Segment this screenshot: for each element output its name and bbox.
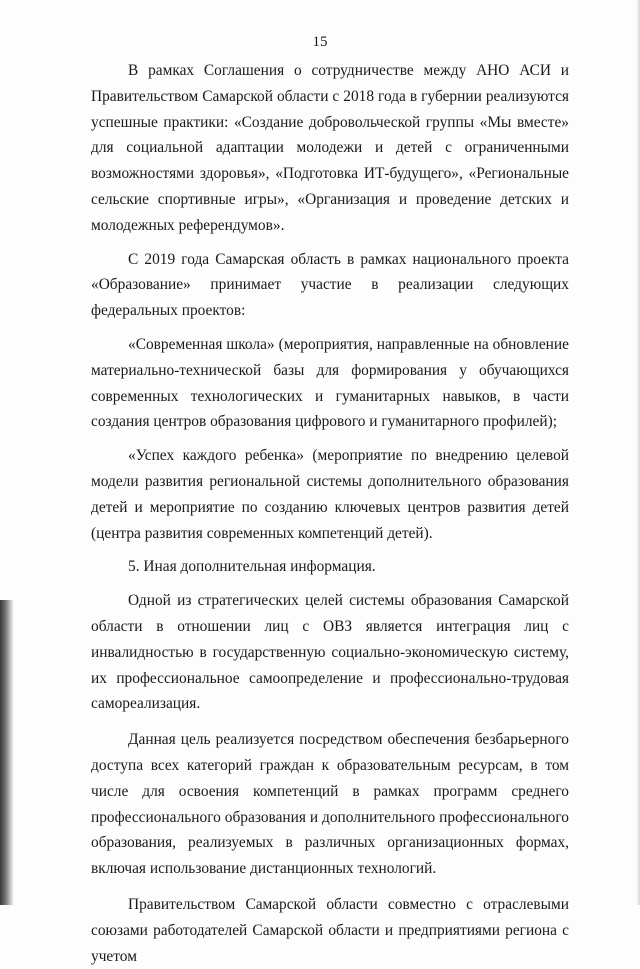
paragraph-child-success: «Успех каждого ребенка» (мероприятие по внедрению целевой модели развития региональной системы дополнительного образования детей и мероприятие по созданию ключевых центров развития детей (центра развития современных компетенций детей).: [91, 447, 569, 542]
paragraph-modern-school: «Современная школа» (мероприятия, направленные на обновление материально-технической базы для формирования у обучающихся современных технологических и гуманитарных навыков, в части создания центров образования цифрового и гуманитарного профилей);: [91, 335, 569, 431]
paragraph-government-employers: Правительством Самарской области совместно с отраслевыми союзами работодателей Самарской области и предприятиями региона с учетом: [91, 895, 569, 965]
paragraph-agreement-practices: В рамках Соглашения о сотрудничестве между АНО АСИ и Правительством Самарской области с 2018 года в губернии реализуются успешные практики: «Создание добровольческой группы «Мы вместе» для социальной адаптации молодежи и детей с ограниченными возможностями здоровья», «Подготовка ИТ-будущего», «Региональные сельские спортивные игры», «Организация и проведение детских и молодежных референдумов».: [91, 62, 569, 234]
scan-edge-right: [636, 0, 640, 905]
document-body: [91, 58, 569, 969]
section-heading-additional-info: 5. Иная дополнительная информация.: [128, 558, 376, 576]
paragraph-barrier-free-access: Данная цель реализуется посредством обеспечения безбарьерного доступа всех категорий граждан к образовательным ресурсам, в том числе для освоения компетенций в рамках программ среднего профессионального образования и дополнительного профессионального образования, реализуемых в различных организационных формах, включая использование дистанционных технологий.: [91, 731, 569, 878]
paragraph-strategic-goal: Одной из стратегических целей системы образования Самарской области в отношении лиц с ОВЗ является интеграция лиц с инвалидностью в государственную социально-экономическую систему, их профессиональное самоопределение и профессионально-трудовая самореализация.: [91, 592, 569, 713]
page-number: 15: [312, 34, 328, 50]
scan-edge-shadow: [0, 600, 14, 905]
paragraph-national-project: С 2019 года Самарская область в рамках национального проекта «Образование» принимает участие в реализации следующих федеральных проектов:: [91, 250, 569, 320]
